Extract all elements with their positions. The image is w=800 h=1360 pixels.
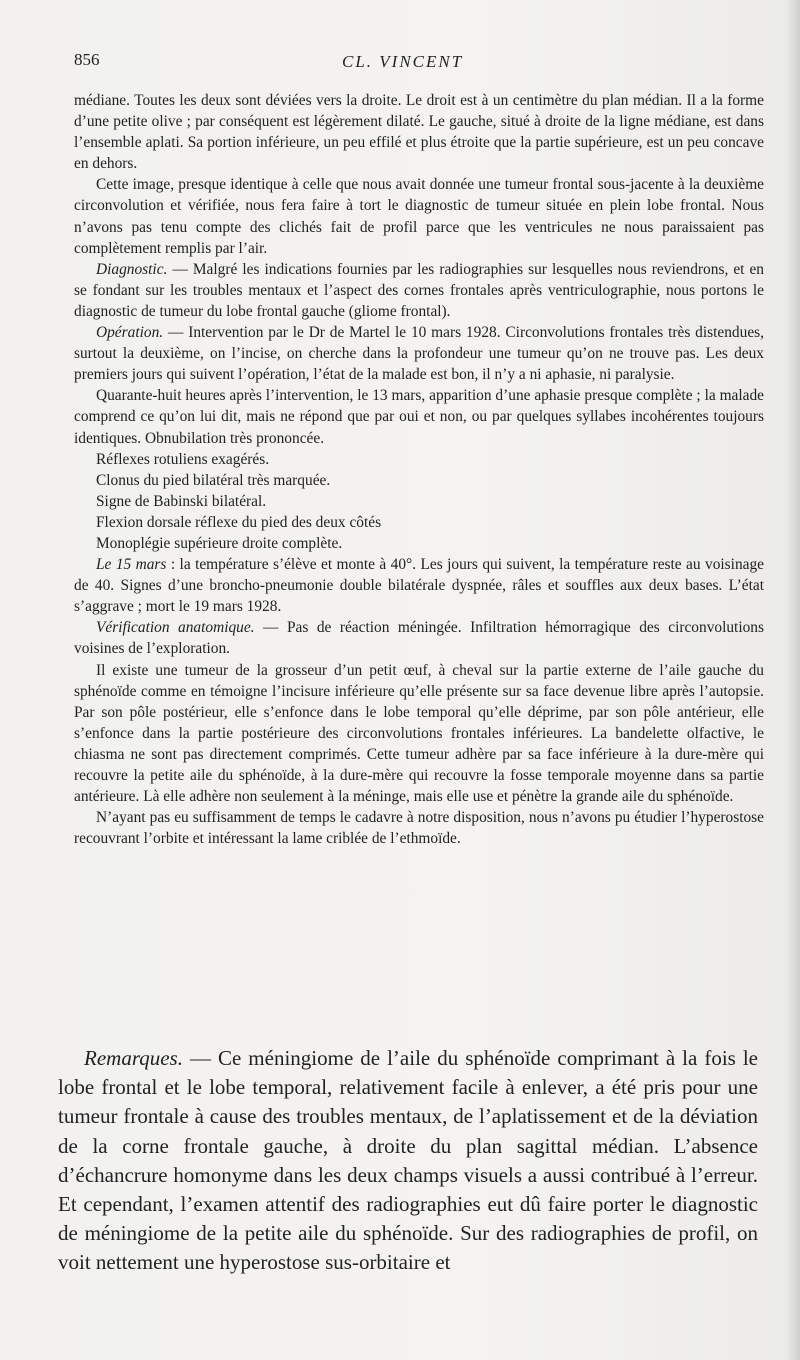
- paragraph-15-mars: Le 15 mars : la température s’élève et monte à 40°. Les jours qui suivent, la température reste au voisinage de 40. Signes d’une broncho-pneumonie double bilatérale dyspnée, râles et souffles aux deux bases. L’état s’aggrave ; mort le 19 mars 1928.: [74, 556, 764, 616]
- paragraph-5: Quarante-huit heures après l’intervention, le 13 mars, apparition d’une aphasie presque complète ; la malade comprend ce qu’on lui dit, mais ne répond que par oui et non, ou par quelques syllabes incohérentes toujours identiques. Obnubilation très prononcée.: [74, 387, 764, 447]
- remarks-heading: Remarques.: [84, 1046, 183, 1070]
- paragraph-13: Il existe une tumeur de la grosseur d’un petit œuf, à cheval sur la partie externe de l’aile gauche du sphénoïde comme en témoigne l’incisure inférieure qu’elle présente sur sa face devenue libre après l’autopsie. Par son pôle postérieur, elle s’enfonce dans le lobe temporal qu’elle déprime, par son pôle antérieur, elle s’enfonce dans la partie postérieure des circonvolutions frontales inférieures. La bandelette olfactive, le chiasma ne sont pas directement comprimés. Cette tumeur adhère par sa face inférieure à la dure-mère qui recouvre la petite aile du sphénoïde, à la dure-mère qui recouvre la fosse temporale moyenne dans sa partie antérieure. Là elle adhère non seulement à la méninge, mais elle use et pénètre la grande aile du sphénoïde.: [74, 661, 764, 806]
- paragraph-7: Clonus du pied bilatéral très marquée.: [96, 471, 331, 489]
- page-number: 856: [74, 50, 100, 69]
- body-text: [74, 90, 764, 849]
- remarks-paragraph: Remarques. — Ce méningiome de l’aile du sphénoïde comprimant à la fois le lobe frontal et le lobe temporal, relativement facile à enlever, a été pris pour une tumeur frontale à cause des troubles mentaux, de l’aplatissement et de la déviation de la corne frontale gauche, à droite du plan sagittal médian. L’absence d’échancrure homonyme dans les deux champs visuels a aussi contribué à l’erreur. Et cependant, l’examen attentif des radiographies eut dû faire porter le diagnostic de méningiome de la petite aile du sphénoïde. Sur des radiographies de profil, on voit nettement une hyperostose sus-orbitaire et: [58, 1046, 758, 1275]
- paragraph-6: Réflexes rotuliens exagérés.: [96, 450, 270, 468]
- paragraph-8: Signe de Babinski bilatéral.: [96, 492, 267, 510]
- page-edge-shadow: [786, 0, 800, 1360]
- paragraph-verification: Vérification anatomique. — Pas de réaction méningée. Infiltration hémorragique des circonvolutions voisines de l’exploration.: [74, 619, 764, 658]
- paragraph-diagnostic: Diagnostic. — Malgré les indications fournies par les radiographies sur lesquelles nous reviendrons, et en se fondant sur les troubles mentaux et l’aspect des cornes frontales après ventriculographie, nous portons le diagnostic de tumeur du lobe frontal gauche (gliome frontal).: [74, 260, 764, 320]
- paragraph-2: Cette image, presque identique à celle que nous avait donnée une tumeur frontal sous-jacente à la deuxième circonvolution et vérifiée, nous fera faire à tort le diagnostic de tumeur située en plein lobe frontal. Nous n’avons pas tenu compte des clichés fait de profil parce que les ventricules ne nous paraissaient pas complètement remplis par l’air.: [74, 176, 764, 257]
- remarks-section: [58, 1044, 758, 1278]
- running-head: CL. VINCENT: [342, 52, 464, 71]
- paragraph-operation: Opération. — Intervention par le Dr de Martel le 10 mars 1928. Circonvolutions frontales très distendues, surtout la deuxième, on l’incise, on cherche dans la profondeur une tumeur qu’on ne trouve pas. Les deux premiers jours qui suivent l’opération, l’état de la malade est bon, il n’y a ni aphasie, ni paralysie.: [74, 324, 764, 384]
- paragraph-9: Flexion dorsale réflexe du pied des deux côtés: [96, 513, 382, 531]
- paragraph-14: N’ayant pas eu suffisamment de temps le cadavre à notre disposition, nous n’avons pu étudier l’hyperostose recouvrant l’orbite et intéressant la lame criblée de l’ethmoïde.: [74, 809, 764, 848]
- paragraph-10: Monoplégie supérieure droite complète.: [96, 534, 343, 552]
- paragraph-1: médiane. Toutes les deux sont déviées vers la droite. Le droit est à un centimètre du plan médian. Il a la forme d’une petite olive ; par conséquent est légèrement dilaté. Le gauche, situé à droite de la ligne médiane, est dans l’ensemble aplati. Sa portion inférieure, un peu effilé et plus étroite que la partie supérieure, est un peu concave en dehors.: [74, 92, 764, 173]
